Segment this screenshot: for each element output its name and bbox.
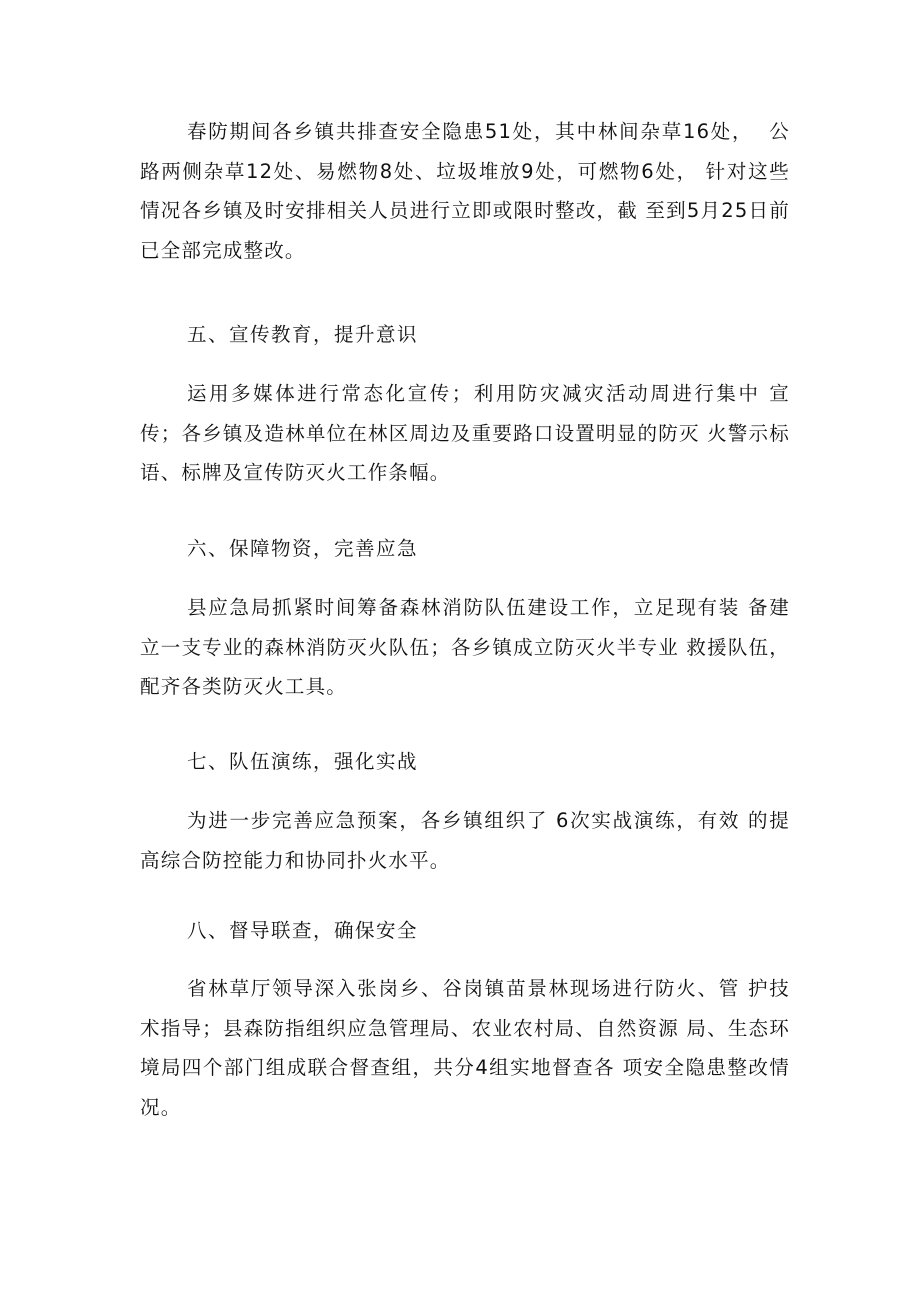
paragraph-supervision-inspection: 省林草厅领导深入张岗乡、谷岗镇苗景林现场进行防火、管 护技术指导；县森防指组织应急管理局、农业农村局、自然资源 局、生态环境局四个部门组成联合督查组，共分4组实地督查各 项安全隐患整改情况。 — [140, 977, 790, 1119]
heading-supplies-emergency: 六、保障物资，完善应急 — [187, 537, 419, 560]
paragraph-publicity-education: 运用多媒体进行常态化宣传；利用防灾减灾活动周进行集中 宣传；各乡镇及造林单位在林区周边及重要路口设置明显的防灭 火警示标语、标牌及宣传防灭火工作条幅。 — [140, 382, 790, 484]
paragraph-team-drills: 为进一步完善应急预案，各乡镇组织了 6次实战演练，有效 的提高综合防控能力和协同扑火水平。 — [140, 809, 790, 872]
heading-team-drills: 七、队伍演练，强化实战 — [187, 750, 419, 773]
heading-publicity-education: 五、宣传教育，提升意识 — [187, 323, 419, 346]
paragraph-supplies-emergency: 县应急局抓紧时间筹备森林消防队伍建设工作，立足现有装 备建立一支专业的森林消防灭火队伍；各乡镇成立防灭火半专业 救援队伍，配齐各类防灭火工具。 — [140, 596, 790, 698]
heading-supervision-inspection: 八、督导联查，确保安全 — [187, 919, 419, 942]
paragraph-hazard-inspection: 春防期间各乡镇共排查安全隐患51处，其中林间杂草16处， 公路两侧杂草12处、易燃物8处、垃圾堆放9处，可燃物6处， 针对这些情况各乡镇及时安排相关人员进行立即或限时整改，截 至到5月25日前已全部完成整改。 — [140, 120, 790, 262]
